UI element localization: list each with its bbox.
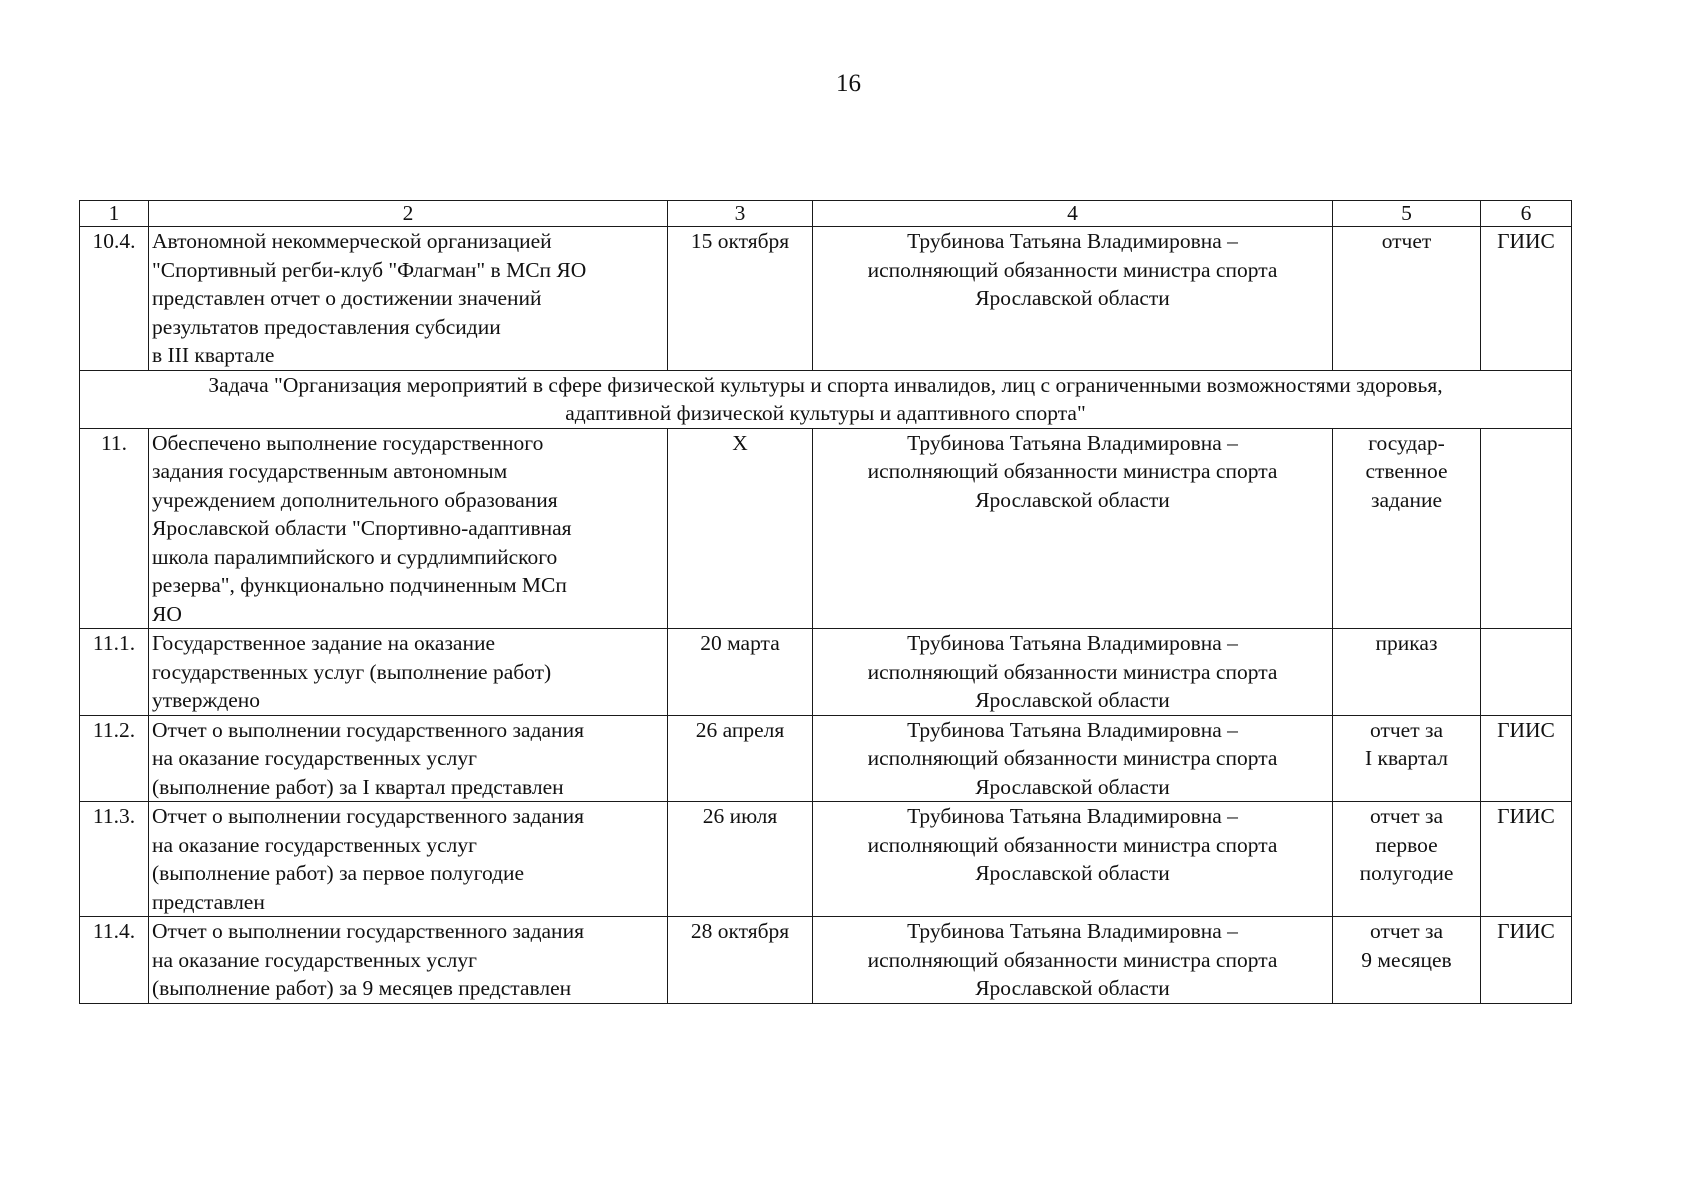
table-row xyxy=(80,917,1572,1004)
table-row xyxy=(80,715,1572,802)
plan-table xyxy=(79,200,1572,1004)
result-document: приказ xyxy=(1333,629,1481,716)
result-document: отчет xyxy=(1333,227,1481,371)
row-number: 11.1. xyxy=(80,629,149,716)
result-document: государ- ственное задание xyxy=(1333,428,1481,629)
row-number: 11.4. xyxy=(80,917,149,1004)
row-number: 11.3. xyxy=(80,802,149,917)
task-row xyxy=(80,370,1572,428)
info-system: ГИИС xyxy=(1481,227,1572,371)
event-description: Государственное задание на оказание государственных услуг (выполнение работ) утверждено xyxy=(149,629,668,716)
column-number: 6 xyxy=(1481,201,1572,227)
table-row xyxy=(80,428,1572,629)
deadline: 28 октября xyxy=(668,917,813,1004)
info-system: ГИИС xyxy=(1481,917,1572,1004)
info-system xyxy=(1481,629,1572,716)
column-number: 4 xyxy=(813,201,1333,227)
deadline: 26 апреля xyxy=(668,715,813,802)
table-row xyxy=(80,227,1572,371)
info-system xyxy=(1481,428,1572,629)
result-document: отчет за 9 месяцев xyxy=(1333,917,1481,1004)
info-system: ГИИС xyxy=(1481,802,1572,917)
task-title: Задача "Организация мероприятий в сфере физической культуры и спорта инвалидов, лиц с ограниченными возможностями здоровья, адаптивной физической культуры и адаптивного спорта" xyxy=(80,370,1572,428)
responsible-person: Трубинова Татьяна Владимировна – исполняющий обязанности министра спорта Ярославской области xyxy=(813,917,1333,1004)
column-number-row xyxy=(80,201,1572,227)
event-description: Отчет о выполнении государственного задания на оказание государственных услуг (выполнение работ) за 9 месяцев представлен xyxy=(149,917,668,1004)
info-system: ГИИС xyxy=(1481,715,1572,802)
row-number: 10.4. xyxy=(80,227,149,371)
responsible-person: Трубинова Татьяна Владимировна – исполняющий обязанности министра спорта Ярославской области xyxy=(813,428,1333,629)
table-row xyxy=(80,802,1572,917)
event-description: Отчет о выполнении государственного задания на оказание государственных услуг (выполнение работ) за I квартал представлен xyxy=(149,715,668,802)
deadline: 20 марта xyxy=(668,629,813,716)
result-document: отчет за I квартал xyxy=(1333,715,1481,802)
responsible-person: Трубинова Татьяна Владимировна – исполняющий обязанности министра спорта Ярославской области xyxy=(813,227,1333,371)
column-number: 2 xyxy=(149,201,668,227)
row-number: 11.2. xyxy=(80,715,149,802)
page-number: 16 xyxy=(836,70,861,97)
row-number: 11. xyxy=(80,428,149,629)
responsible-person: Трубинова Татьяна Владимировна – исполняющий обязанности министра спорта Ярославской области xyxy=(813,629,1333,716)
table-row xyxy=(80,629,1572,716)
deadline: 26 июля xyxy=(668,802,813,917)
event-description: Автономной некоммерческой организацией "Спортивный регби-клуб "Флагман" в МСп ЯО представлен отчет о достижении значений результатов предоставления субсидии в III квартале xyxy=(149,227,668,371)
deadline: 15 октября xyxy=(668,227,813,371)
column-number: 1 xyxy=(80,201,149,227)
event-description: Отчет о выполнении государственного задания на оказание государственных услуг (выполнение работ) за первое полугодие представлен xyxy=(149,802,668,917)
deadline: X xyxy=(668,428,813,629)
column-number: 3 xyxy=(668,201,813,227)
result-document: отчет за первое полугодие xyxy=(1333,802,1481,917)
responsible-person: Трубинова Татьяна Владимировна – исполняющий обязанности министра спорта Ярославской области xyxy=(813,802,1333,917)
event-description: Обеспечено выполнение государственного задания государственным автономным учреждением дополнительного образования Ярославской области "Спортивно-адаптивная школа паралимпийского и сурдлимпийского резерва", функционально подчиненным МСп ЯО xyxy=(149,428,668,629)
column-number: 5 xyxy=(1333,201,1481,227)
responsible-person: Трубинова Татьяна Владимировна – исполняющий обязанности министра спорта Ярославской области xyxy=(813,715,1333,802)
